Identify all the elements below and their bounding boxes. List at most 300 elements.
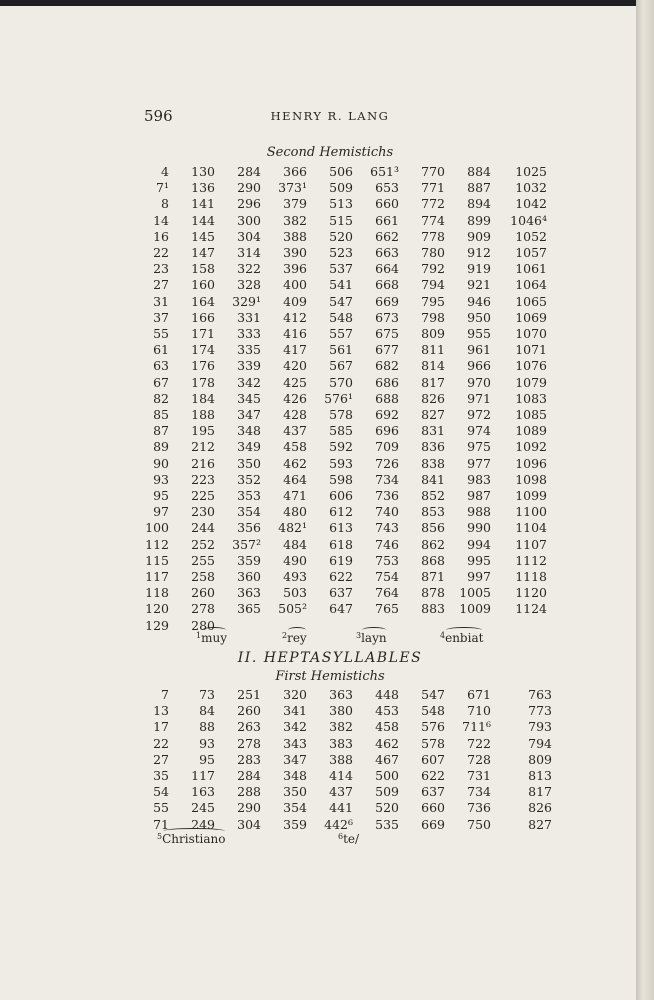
line-number-cell: 826: [421, 390, 445, 406]
line-number-cell: 417: [283, 342, 307, 358]
line-number-cell: 1124: [515, 601, 547, 617]
line-number-cell: 145: [191, 228, 215, 244]
line-number-cell: 826: [528, 800, 552, 816]
line-number-cell: 426: [283, 390, 307, 406]
line-number-cell: 7: [161, 687, 169, 702]
line-number-cell: 622: [329, 569, 353, 585]
line-number-cell: 112: [145, 536, 169, 552]
table-row: [133, 439, 547, 455]
line-number-cell: 258: [191, 569, 215, 585]
line-number-cell: 61: [153, 342, 169, 358]
line-number-cell: 668: [375, 277, 399, 293]
line-number-cell: 1025: [515, 164, 547, 179]
line-number-cell: 887: [467, 180, 491, 196]
line-number-cell: 27: [153, 751, 169, 767]
line-number-cell: 809: [528, 751, 552, 767]
footnotes-hepta: [0, 832, 636, 850]
line-number-cell: 27: [153, 277, 169, 293]
line-number-cell: 115: [145, 552, 169, 568]
line-number-cell: 328: [237, 277, 261, 293]
line-number-cell: 682: [375, 358, 399, 374]
line-number-cell: 347: [237, 407, 261, 423]
line-number-cell: 130: [191, 164, 215, 179]
line-number-cell: 437: [283, 423, 307, 439]
line-number-cell: 728: [467, 751, 491, 767]
line-number-cell: 352: [237, 471, 261, 487]
table-row: [133, 180, 547, 196]
line-number-cell: 547: [421, 687, 445, 702]
table-row: [133, 537, 547, 553]
line-number-cell: 606: [329, 488, 353, 504]
line-number-cell: 1096: [515, 455, 547, 471]
line-number-cell: 212: [191, 439, 215, 455]
line-number-cell: 84: [199, 703, 215, 719]
line-number-cell: 63: [153, 358, 169, 374]
line-number-cell: 354: [237, 504, 261, 520]
line-number-cell: 82: [153, 390, 169, 406]
footnote-2: $^2$rey: [282, 631, 307, 645]
line-number-cell: 178: [191, 374, 215, 390]
line-number-cell: 794: [421, 277, 445, 293]
line-number-cell: 734: [375, 471, 399, 487]
line-number-cell: 780: [421, 245, 445, 261]
table-row: [133, 407, 547, 423]
line-number-cell: 792: [421, 261, 445, 277]
line-number-cell: 390: [283, 245, 307, 261]
line-number-cell: 365: [237, 601, 261, 617]
line-number-cell: 1064: [515, 277, 547, 293]
line-number-cell: 54: [153, 784, 169, 800]
line-number-cell: 471: [283, 488, 307, 504]
line-number-cell: 354: [283, 800, 307, 816]
line-number-cell: 647: [329, 601, 353, 617]
line-number-cell: 1079: [515, 374, 547, 390]
line-number-cell: 798: [421, 309, 445, 325]
line-number-cell: 350: [283, 784, 307, 800]
line-number-cell: 651³: [370, 164, 399, 179]
line-number-cell: 548: [329, 309, 353, 325]
line-number-cell: 304: [237, 816, 261, 832]
line-number-cell: 414: [329, 768, 353, 784]
footnote-5: $^5$Christiano: [157, 832, 226, 846]
line-number-cell: 987: [467, 488, 491, 504]
table-row: [133, 736, 552, 752]
line-number-cell: 746: [375, 536, 399, 552]
line-number-cell: 663: [375, 245, 399, 261]
line-number-cell: 955: [467, 326, 491, 342]
line-number-cell: 764: [375, 585, 399, 601]
line-number-cell: 95: [153, 488, 169, 504]
line-number-cell: 147: [191, 245, 215, 261]
line-number-cell: 230: [191, 504, 215, 520]
table-row: [133, 553, 547, 569]
line-number-cell: 129: [145, 617, 169, 633]
table-row: [133, 768, 552, 784]
line-number-cell: 88: [199, 719, 215, 735]
line-number-cell: 862: [421, 536, 445, 552]
line-number-cell: 811: [421, 342, 445, 358]
line-number-cell: 814: [421, 358, 445, 374]
author-header: HENRY R. LANG: [270, 109, 390, 123]
line-number-cell: 341: [283, 703, 307, 719]
line-number-cell: 158: [191, 261, 215, 277]
line-number-cell: 1118: [515, 569, 547, 585]
line-number-cell: 535: [375, 816, 399, 832]
line-number-cell: 223: [191, 471, 215, 487]
table-row: [133, 504, 547, 520]
line-number-cell: 971: [467, 390, 491, 406]
line-number-cell: 871: [421, 569, 445, 585]
line-number-cell: 382: [329, 719, 353, 735]
line-number-cell: 90: [153, 455, 169, 471]
line-number-cell: 592: [329, 439, 353, 455]
line-number-cell: 966: [467, 358, 491, 374]
line-number-cell: 637: [421, 784, 445, 800]
line-number-cell: 669: [375, 293, 399, 309]
line-number-cell: 909: [467, 228, 491, 244]
line-number-cell: 379: [283, 196, 307, 212]
line-number-cell: 661: [375, 212, 399, 228]
line-number-cell: 773: [528, 703, 552, 719]
line-number-cell: 260: [237, 703, 261, 719]
line-number-cell: 622: [421, 768, 445, 784]
footnote-1: $^1$muy: [196, 631, 227, 645]
table-row: [133, 342, 547, 358]
line-number-cell: 278: [191, 601, 215, 617]
line-number-cell: 868: [421, 552, 445, 568]
line-number-cell: 1098: [515, 471, 547, 487]
line-number-cell: 278: [237, 735, 261, 751]
line-number-cell: 813: [528, 768, 552, 784]
line-number-cell: 669: [421, 816, 445, 832]
line-number-cell: 382: [283, 212, 307, 228]
line-number-cell: 249: [191, 816, 215, 832]
heptasyllables-table: [133, 687, 552, 833]
line-number-cell: 537: [329, 261, 353, 277]
line-number-cell: 482¹: [278, 520, 307, 536]
line-number-cell: 453: [375, 703, 399, 719]
line-number-cell: 462: [283, 455, 307, 471]
line-number-cell: 263: [237, 719, 261, 735]
table-row: [133, 752, 552, 768]
line-number-cell: 164: [191, 293, 215, 309]
table-row: [133, 520, 547, 536]
line-number-cell: 350: [237, 455, 261, 471]
line-number-cell: 366: [283, 164, 307, 179]
line-number-cell: 14: [153, 212, 169, 228]
line-number-cell: 585: [329, 423, 353, 439]
line-number-cell: 994: [467, 536, 491, 552]
line-number-cell: 252: [191, 536, 215, 552]
line-number-cell: 671: [467, 687, 491, 702]
book-page: [0, 6, 636, 1000]
table-row: [133, 277, 547, 293]
line-number-cell: 1032: [515, 180, 547, 196]
line-number-cell: 342: [237, 374, 261, 390]
line-number-cell: 1005: [459, 585, 491, 601]
line-number-cell: 1112: [515, 552, 547, 568]
line-number-cell: 117: [145, 569, 169, 585]
line-number-cell: 722: [467, 735, 491, 751]
table-row: [133, 472, 547, 488]
line-number-cell: 280: [191, 617, 215, 633]
line-number-cell: 188: [191, 407, 215, 423]
line-number-cell: 290: [237, 800, 261, 816]
line-number-cell: 458: [283, 439, 307, 455]
line-number-cell: 412: [283, 309, 307, 325]
line-number-cell: 163: [191, 784, 215, 800]
line-number-cell: 894: [467, 196, 491, 212]
line-number-cell: 118: [145, 585, 169, 601]
line-number-cell: 359: [283, 816, 307, 832]
line-number-cell: 793: [528, 719, 552, 735]
line-number-cell: 1069: [515, 309, 547, 325]
line-number-cell: 836: [421, 439, 445, 455]
line-number-cell: 1009: [459, 601, 491, 617]
line-number-cell: 345: [237, 390, 261, 406]
line-number-cell: 794: [528, 735, 552, 751]
footnote-3: $^3$layn: [356, 631, 387, 645]
line-number-cell: 166: [191, 309, 215, 325]
first-hemistichs-heading: First Hemistichs: [275, 669, 385, 684]
line-number-cell: 509: [329, 180, 353, 196]
line-number-cell: 662: [375, 228, 399, 244]
line-number-cell: 55: [153, 800, 169, 816]
table-row: [133, 784, 552, 800]
line-number-cell: 576: [421, 719, 445, 735]
line-number-cell: 290: [237, 180, 261, 196]
table-row: [133, 196, 547, 212]
line-number-cell: 359: [237, 552, 261, 568]
table-row: [133, 213, 547, 229]
table-row: [133, 800, 552, 816]
line-number-cell: 619: [329, 552, 353, 568]
line-number-cell: 4: [161, 164, 169, 179]
line-number-cell: 578: [421, 735, 445, 751]
line-number-cell: 1065: [515, 293, 547, 309]
line-number-cell: 141: [191, 196, 215, 212]
line-number-cell: 750: [467, 816, 491, 832]
line-number-cell: 342: [283, 719, 307, 735]
line-number-cell: 513: [329, 196, 353, 212]
line-number-cell: 740: [375, 504, 399, 520]
line-number-cell: 754: [375, 569, 399, 585]
line-number-cell: 831: [421, 423, 445, 439]
table-row: [133, 391, 547, 407]
line-number-cell: 547: [329, 293, 353, 309]
line-number-cell: 17: [153, 719, 169, 735]
line-number-cell: 686: [375, 374, 399, 390]
line-number-cell: 660: [375, 196, 399, 212]
line-number-cell: 778: [421, 228, 445, 244]
table-row: [133, 703, 552, 719]
table-row: [133, 687, 552, 703]
line-number-cell: 520: [375, 800, 399, 816]
line-number-cell: 912: [467, 245, 491, 261]
line-number-cell: 448: [375, 687, 399, 702]
line-number-cell: 420: [283, 358, 307, 374]
line-number-cell: 548: [421, 703, 445, 719]
line-number-cell: 195: [191, 423, 215, 439]
line-number-cell: 360: [237, 569, 261, 585]
book-spine: [636, 0, 654, 1000]
line-number-cell: 1085: [515, 407, 547, 423]
line-number-cell: 31: [153, 293, 169, 309]
table-row: [133, 488, 547, 504]
line-number-cell: 304: [237, 228, 261, 244]
line-number-cell: 710: [467, 703, 491, 719]
line-number-cell: 972: [467, 407, 491, 423]
line-number-cell: 774: [421, 212, 445, 228]
line-number-cell: 899: [467, 212, 491, 228]
line-number-cell: 333: [237, 326, 261, 342]
line-number-cell: 8: [161, 196, 169, 212]
line-number-cell: 637: [329, 585, 353, 601]
line-number-cell: 736: [467, 800, 491, 816]
table-row: [133, 326, 547, 342]
line-number-cell: 1104: [515, 520, 547, 536]
line-number-cell: 441: [329, 800, 353, 816]
line-number-cell: 664: [375, 261, 399, 277]
line-number-cell: 383: [329, 735, 353, 751]
line-number-cell: 425: [283, 374, 307, 390]
line-number-cell: 225: [191, 488, 215, 504]
line-number-cell: 353: [237, 488, 261, 504]
line-number-cell: 174: [191, 342, 215, 358]
line-number-cell: 1076: [515, 358, 547, 374]
line-number-cell: 841: [421, 471, 445, 487]
line-number-cell: 396: [283, 261, 307, 277]
line-number-cell: 67: [153, 374, 169, 390]
line-number-cell: 1120: [515, 585, 547, 601]
line-number-cell: 184: [191, 390, 215, 406]
line-number-cell: 763: [528, 687, 552, 702]
line-number-cell: 388: [283, 228, 307, 244]
line-number-cell: 736: [375, 488, 399, 504]
page-number: 596: [144, 107, 173, 125]
line-number-cell: 136: [191, 180, 215, 196]
line-number-cell: 1052: [515, 228, 547, 244]
line-number-cell: 1071: [515, 342, 547, 358]
line-number-cell: 970: [467, 374, 491, 390]
line-number-cell: 409: [283, 293, 307, 309]
line-number-cell: 97: [153, 504, 169, 520]
line-number-cell: 983: [467, 471, 491, 487]
line-number-cell: 977: [467, 455, 491, 471]
line-number-cell: 363: [329, 687, 353, 702]
line-number-cell: 363: [237, 585, 261, 601]
line-number-cell: 442⁶: [324, 816, 353, 832]
line-number-cell: 16: [153, 228, 169, 244]
line-number-cell: 696: [375, 423, 399, 439]
line-number-cell: 613: [329, 520, 353, 536]
line-number-cell: 348: [283, 768, 307, 784]
line-number-cell: 428: [283, 407, 307, 423]
line-number-cell: 300: [237, 212, 261, 228]
line-number-cell: 437: [329, 784, 353, 800]
line-number-cell: 711⁶: [462, 719, 491, 735]
footnotes-second: [0, 631, 636, 649]
line-number-cell: 462: [375, 735, 399, 751]
line-number-cell: 520: [329, 228, 353, 244]
table-row: [133, 375, 547, 391]
line-number-cell: 946: [467, 293, 491, 309]
line-number-cell: 37: [153, 309, 169, 325]
line-number-cell: 660: [421, 800, 445, 816]
line-number-cell: 284: [237, 768, 261, 784]
line-number-cell: 950: [467, 309, 491, 325]
line-number-cell: 653: [375, 180, 399, 196]
line-number-cell: 852: [421, 488, 445, 504]
line-number-cell: 1100: [515, 504, 547, 520]
line-number-cell: 975: [467, 439, 491, 455]
line-number-cell: 557: [329, 326, 353, 342]
line-number-cell: 373¹: [278, 180, 307, 196]
table-row: [133, 423, 547, 439]
line-number-cell: 467: [375, 751, 399, 767]
line-number-cell: 607: [421, 751, 445, 767]
line-number-cell: 688: [375, 390, 399, 406]
line-number-cell: 765: [375, 601, 399, 617]
line-number-cell: 484: [283, 536, 307, 552]
line-number-cell: 1046⁴: [510, 212, 547, 228]
line-number-cell: 817: [528, 784, 552, 800]
line-number-cell: 320: [283, 687, 307, 702]
line-number-cell: 990: [467, 520, 491, 536]
line-number-cell: 838: [421, 455, 445, 471]
line-number-cell: 490: [283, 552, 307, 568]
table-row: [133, 719, 552, 735]
line-number-cell: 348: [237, 423, 261, 439]
line-number-cell: 817: [421, 374, 445, 390]
line-number-cell: 331: [237, 309, 261, 325]
line-number-cell: 458: [375, 719, 399, 735]
line-number-cell: 329¹: [232, 293, 261, 309]
table-row: [133, 358, 547, 374]
section-heading-heptasyllables: II. HEPTASYLLABLES: [237, 650, 423, 666]
line-number-cell: 795: [421, 293, 445, 309]
line-number-cell: 244: [191, 520, 215, 536]
line-number-cell: 884: [467, 164, 491, 179]
table-row: [133, 229, 547, 245]
line-number-cell: 500: [375, 768, 399, 784]
line-number-cell: 23: [153, 261, 169, 277]
line-number-cell: 856: [421, 520, 445, 536]
line-number-cell: 570: [329, 374, 353, 390]
table-row: [133, 569, 547, 585]
line-number-cell: 160: [191, 277, 215, 293]
line-number-cell: 1099: [515, 488, 547, 504]
table-row: [133, 294, 547, 310]
line-number-cell: 827: [421, 407, 445, 423]
line-number-cell: 772: [421, 196, 445, 212]
line-number-cell: 13: [153, 703, 169, 719]
line-number-cell: 567: [329, 358, 353, 374]
table-row: [133, 585, 547, 601]
table-row: [133, 164, 547, 180]
line-number-cell: 464: [283, 471, 307, 487]
line-number-cell: 598: [329, 471, 353, 487]
line-number-cell: 883: [421, 601, 445, 617]
line-number-cell: 87: [153, 423, 169, 439]
line-number-cell: 1057: [515, 245, 547, 261]
line-number-cell: 523: [329, 245, 353, 261]
line-number-cell: 380: [329, 703, 353, 719]
line-number-cell: 35: [153, 768, 169, 784]
line-number-cell: 541: [329, 277, 353, 293]
line-number-cell: 753: [375, 552, 399, 568]
line-number-cell: 255: [191, 552, 215, 568]
